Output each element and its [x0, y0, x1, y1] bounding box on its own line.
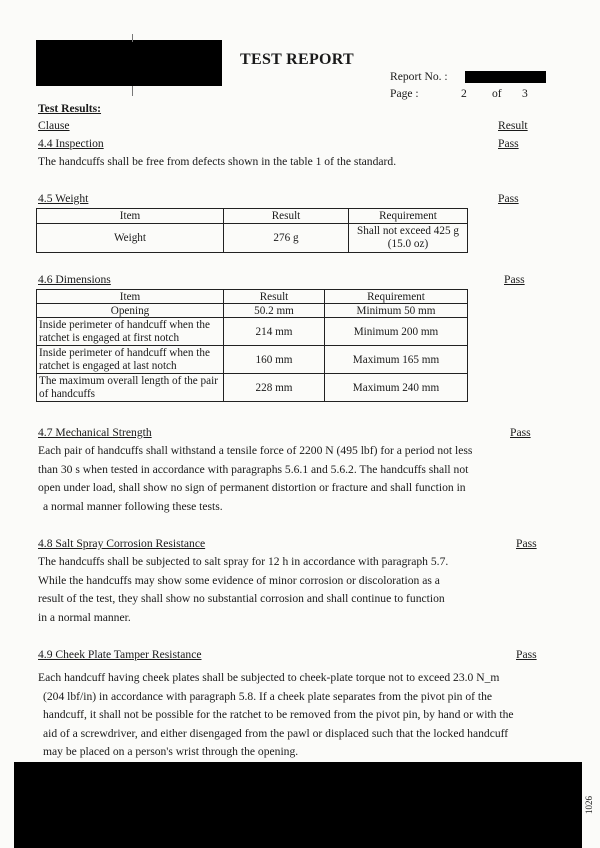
text-line: (204 lbf/in) in accordance with paragraph 5.8. If a cheek plate separates from the pivot pin of the: [43, 689, 493, 703]
requirement-line-2: (15.0 oz): [387, 238, 429, 250]
section-4-8-result: Pass: [516, 537, 537, 550]
cell-item: Opening: [37, 304, 224, 318]
text-line: The handcuffs shall be subjected to salt spray for 12 h in accordance with paragraph 5.7.: [38, 555, 449, 568]
cell-item: Inside perimeter of handcuff when the ratchet is engaged at last notch: [37, 346, 224, 374]
table-row: [37, 374, 468, 402]
cell-item: The maximum overall length of the pair of handcuffs: [37, 374, 224, 402]
cell-requirement: Minimum 200 mm: [325, 318, 468, 346]
header-result: Result: [224, 290, 325, 304]
cell-item: Weight: [37, 224, 224, 253]
section-4-6-result: Pass: [504, 273, 525, 286]
table-row: [37, 346, 468, 374]
header-requirement: Requirement: [325, 290, 468, 304]
section-4-9-title: 4.9 Cheek Plate Tamper Resistance: [38, 648, 202, 661]
text-line: a normal manner following these tests.: [43, 499, 223, 513]
cell-result: 228 mm: [224, 374, 325, 402]
text-line: While the handcuffs may show some evidence of minor corrosion or discoloration as a: [38, 573, 440, 587]
text-line: than 30 s when tested in accordance with paragraphs 5.6.1 and 5.6.2. The handcuffs shall not: [38, 462, 469, 476]
section-4-9-text: [38, 669, 548, 762]
table-row: [37, 318, 468, 346]
section-4-4-text: The handcuffs shall be free from defects shown in the table 1 of the standard.: [38, 155, 397, 168]
cell-result: 276 g: [224, 224, 349, 253]
page-label: Page :: [390, 87, 419, 100]
cell-item: Inside perimeter of handcuff when the ratchet is engaged at first notch: [37, 318, 224, 346]
cell-result: 50.2 mm: [224, 304, 325, 318]
weight-table: [36, 208, 468, 253]
text-line: Each handcuff having cheek plates shall be subjected to cheek-plate torque not to exceed 23.0 N_m: [38, 671, 500, 684]
section-4-4-title: 4.4 Inspection: [38, 137, 104, 150]
cell-result: 214 mm: [224, 318, 325, 346]
cell-requirement: [349, 224, 468, 253]
text-line: result of the test, they shall show no substantial corrosion and shall continue to function: [38, 592, 445, 606]
page-of-label: of: [492, 87, 502, 100]
cell-result: 160 mm: [224, 346, 325, 374]
section-4-5-result: Pass: [498, 192, 519, 205]
section-4-4-result: Pass: [498, 137, 519, 150]
section-4-8-title: 4.8 Salt Spray Corrosion Resistance: [38, 537, 206, 550]
text-line: in a normal manner.: [38, 610, 131, 624]
section-4-5-title: 4.5 Weight: [38, 192, 89, 205]
cell-requirement: Maximum 240 mm: [325, 374, 468, 402]
section-4-6-title: 4.6 Dimensions: [38, 273, 111, 286]
text-line: aid of a screwdriver, and either disengaged from the pawl or displaced such that the locked handcuff: [43, 726, 509, 740]
header-requirement: Requirement: [349, 209, 468, 224]
section-4-8-text: [38, 553, 538, 627]
table-header-row: [37, 290, 468, 304]
text-line: Each pair of handcuffs shall withstand a tensile force of 2200 N (495 lbf) for a period not less: [38, 444, 473, 457]
result-column-label: Result: [498, 119, 528, 132]
cell-requirement: Minimum 50 mm: [325, 304, 468, 318]
table-row: [37, 304, 468, 318]
test-results-heading: Test Results:: [38, 102, 102, 115]
header-item: Item: [37, 290, 224, 304]
requirement-line-1: Shall not exceed 425 g: [357, 225, 459, 237]
section-4-9-result: Pass: [516, 648, 537, 661]
logo-tick-mark: [132, 34, 133, 42]
side-page-number: 1026: [584, 796, 594, 814]
page-number: 2: [461, 87, 467, 100]
dimensions-table: [36, 289, 468, 402]
report-title: TEST REPORT: [240, 51, 355, 68]
redacted-logo-block: [36, 40, 222, 86]
logo-tick-mark: [132, 86, 133, 96]
header-result: Result: [224, 209, 349, 224]
report-no-label: Report No. :: [390, 70, 448, 83]
text-line: handcuff, it shall not be possible for the ratchet to be removed from the pivot pin, by hand or with the: [43, 708, 514, 722]
text-line: may be placed on a person's wrist through the opening.: [43, 745, 299, 759]
text-line: open under load, shall show no sign of permanent distortion or fracture and shall function in: [38, 481, 466, 495]
cell-requirement: Maximum 165 mm: [325, 346, 468, 374]
page-total: 3: [522, 87, 528, 100]
header-item: Item: [37, 209, 224, 224]
section-4-7-result: Pass: [510, 426, 531, 439]
section-4-7-text: [38, 442, 538, 516]
redacted-report-number: [465, 71, 546, 83]
table-header-row: [37, 209, 468, 224]
section-4-7-title: 4.7 Mechanical Strength: [38, 426, 152, 439]
clause-label: Clause: [38, 119, 70, 132]
redacted-footer-block: [14, 762, 582, 848]
table-row: [37, 224, 468, 253]
